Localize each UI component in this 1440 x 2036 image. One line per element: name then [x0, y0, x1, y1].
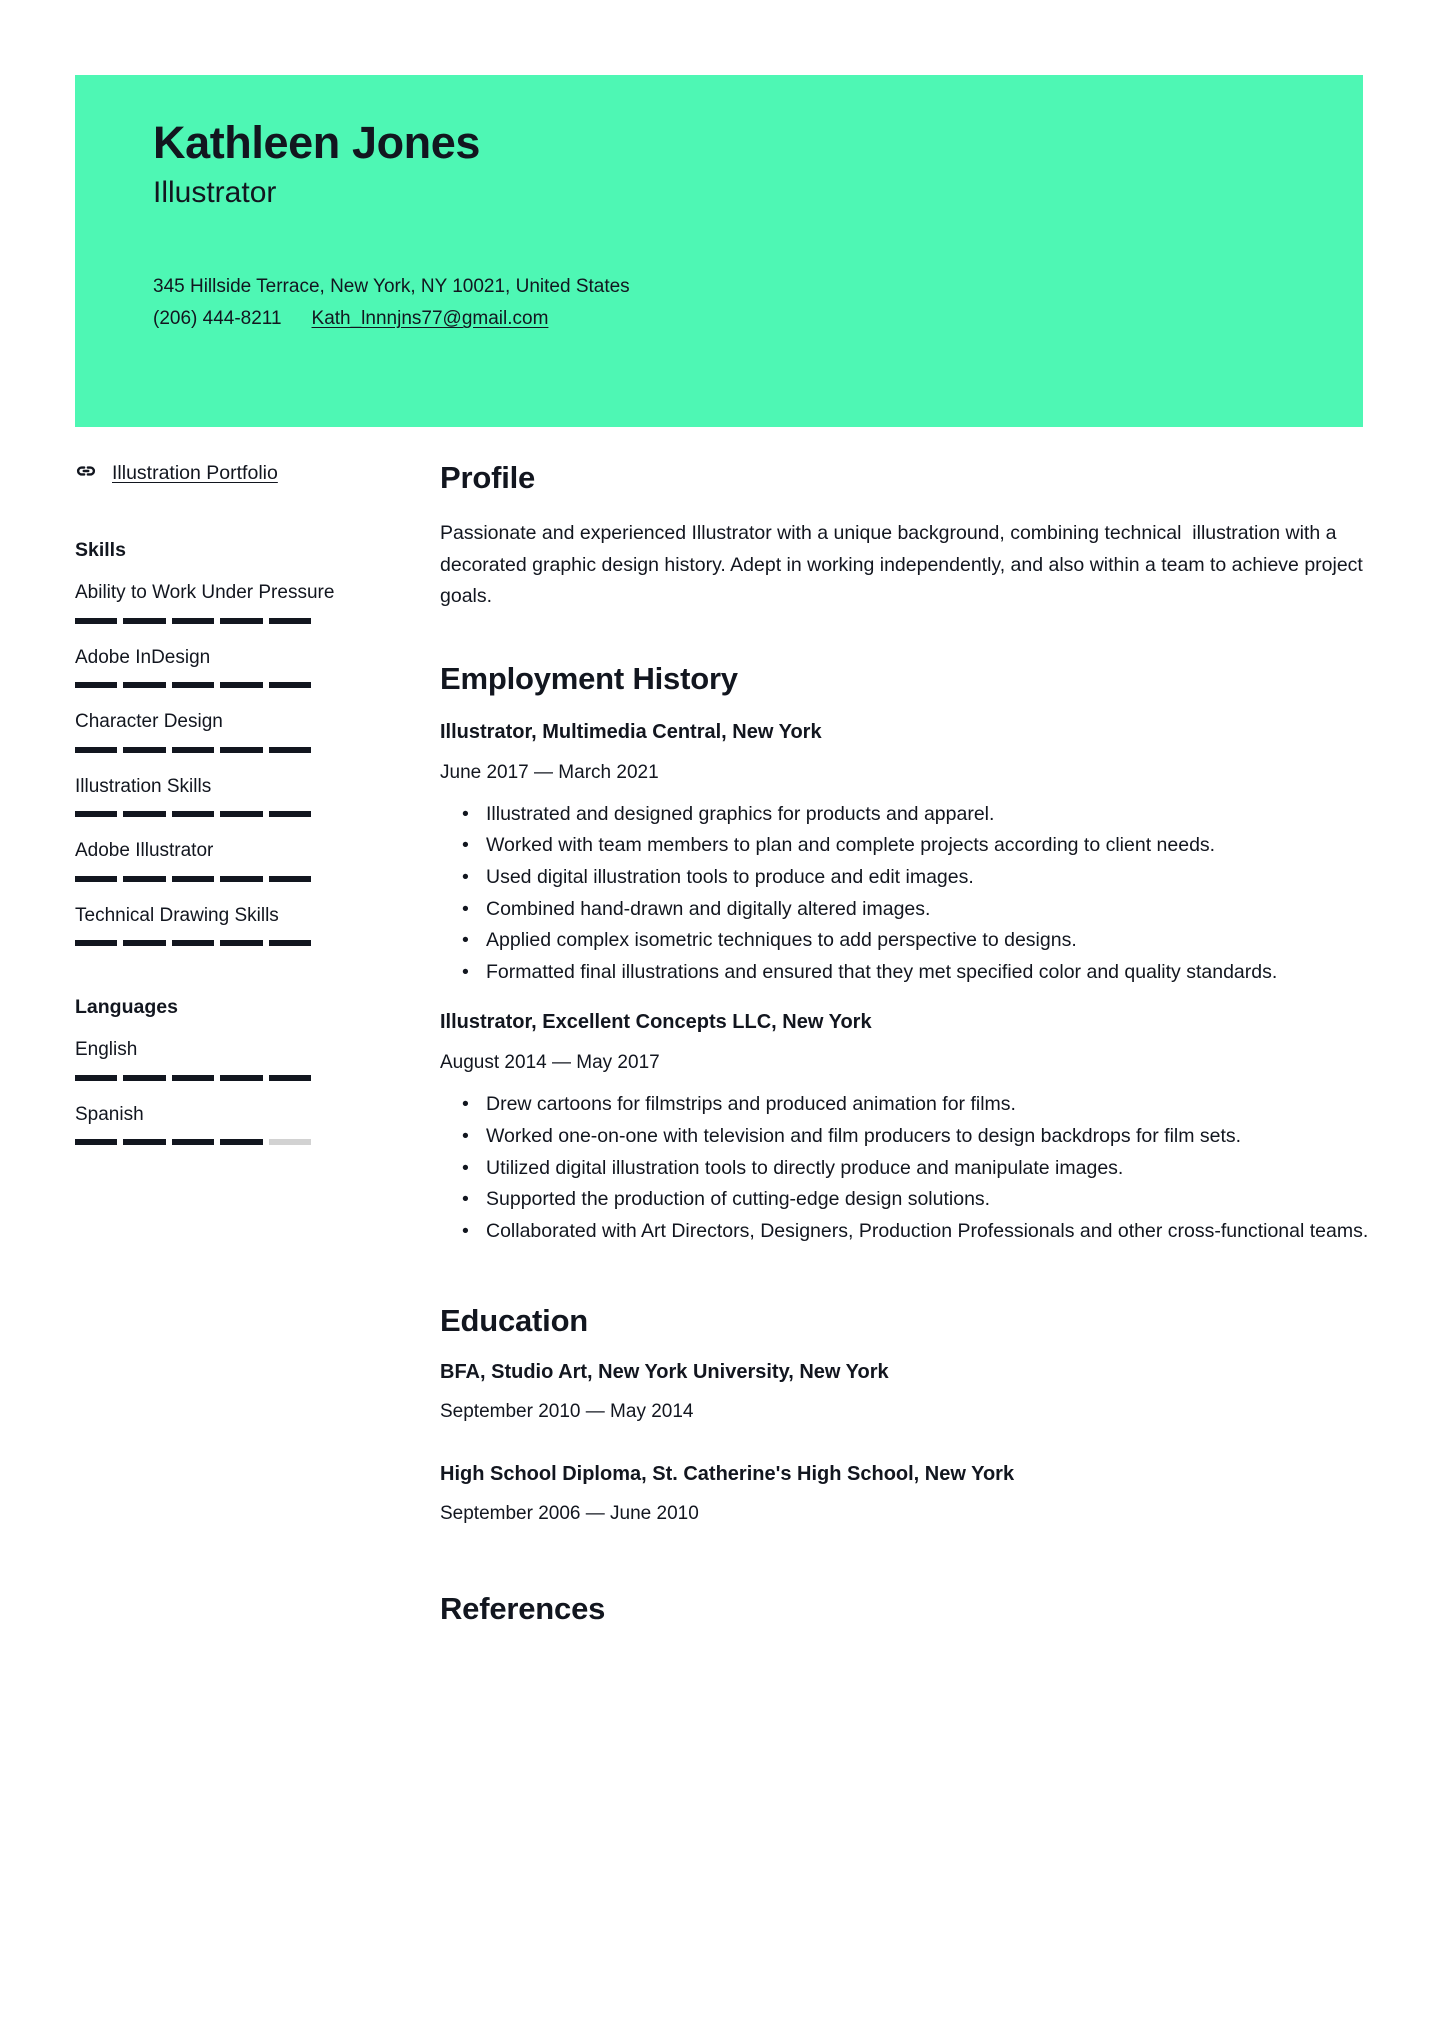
rating-bar: [75, 876, 311, 882]
rating-segment: [123, 682, 165, 688]
rating-bar: [75, 747, 311, 753]
rating-label: Adobe Illustrator: [75, 840, 214, 862]
job-bullet: • Utilized digital illustration tools to directly produce and manipulate images.: [486, 1154, 1375, 1184]
education-dates: September 2010 — May 2014: [440, 1400, 694, 1422]
rating-label: English: [75, 1039, 138, 1061]
rating-segment: [220, 876, 262, 882]
skills-list: [75, 579, 385, 946]
languages-section: [75, 996, 385, 1145]
rating-item: [75, 1036, 385, 1081]
rating-segment: [75, 876, 117, 882]
rating-label: Technical Drawing Skills: [75, 904, 279, 926]
languages-heading: Languages: [75, 996, 178, 1019]
rating-segment: [220, 1075, 262, 1081]
rating-item: [75, 579, 385, 624]
link-icon: [75, 460, 97, 487]
references-section: [440, 1591, 1375, 1627]
rating-segment: [123, 876, 165, 882]
rating-segment: [75, 940, 117, 946]
rating-label: Ability to Work Under Pressure: [75, 582, 335, 603]
sidebar: [0, 460, 440, 1627]
rating-segment: [123, 618, 165, 624]
rating-segment: [172, 747, 214, 753]
rating-item: [75, 902, 385, 947]
job-bullet: • Worked one-on-one with television and film producers to design backdrops for film sets.: [486, 1122, 1375, 1152]
job-heading: Illustrator, Multimedia Central, New York: [440, 720, 822, 743]
rating-bar: [75, 682, 311, 688]
rating-segment: [220, 747, 262, 753]
education-heading: BFA, Studio Art, New York University, New York: [440, 1360, 889, 1383]
rating-bar: [75, 811, 311, 817]
rating-segment: [123, 940, 165, 946]
employment-section: [440, 661, 1375, 1247]
rating-segment: [220, 682, 262, 688]
rating-item: [75, 1101, 385, 1146]
rating-label: Adobe InDesign: [75, 646, 211, 668]
rating-segment: [269, 618, 311, 624]
rating-segment: [269, 876, 311, 882]
rating-bar: [75, 1075, 311, 1081]
rating-segment: [123, 747, 165, 753]
portfolio-link[interactable]: [75, 460, 385, 487]
rating-segment: [75, 1139, 117, 1145]
job-heading: Illustrator, Excellent Concepts LLC, New York: [440, 1011, 872, 1034]
job-bullet: • Used digital illustration tools to produce and edit images.: [486, 863, 1375, 893]
rating-segment: [123, 811, 165, 817]
candidate-name: Kathleen Jones: [153, 117, 481, 168]
rating-segment: [75, 682, 117, 688]
main-column: [440, 460, 1440, 1627]
job-bullet: • Applied complex isometric techniques to add perspective to designs.: [486, 926, 1375, 956]
education-dates: September 2006 — June 2010: [440, 1502, 699, 1524]
rating-bar: [75, 618, 311, 624]
rating-item: [75, 773, 385, 818]
rating-label: Spanish: [75, 1103, 144, 1125]
rating-item: [75, 708, 385, 753]
rating-item: [75, 644, 385, 689]
rating-segment: [172, 811, 214, 817]
contact-line: [153, 303, 1363, 336]
job-bullet: • Drew cartoons for filmstrips and produced animation for films.: [486, 1090, 1375, 1120]
skills-heading: Skills: [75, 539, 126, 561]
rating-segment: [123, 1075, 165, 1081]
rating-segment: [123, 1139, 165, 1145]
job-bullet: • Formatted final illustrations and ensured that they met specified color and quality standards.: [486, 958, 1375, 988]
candidate-job-title: Illustrator: [153, 175, 277, 209]
rating-segment: [269, 747, 311, 753]
rating-item: [75, 837, 385, 882]
rating-segment: [172, 940, 214, 946]
rating-segment: [269, 1075, 311, 1081]
job-dates: August 2014 — May 2017: [440, 1052, 660, 1074]
rating-segment: [172, 876, 214, 882]
skills-section: [75, 539, 385, 946]
portfolio-link-label: Illustration Portfolio: [112, 462, 278, 484]
job-entry: [440, 721, 1375, 988]
profile-text: Passionate and experienced Illustrator with a unique background, combining technical illustration with a decorated graphic design history. Adept in working independently, and also within a team to achieve project goals.: [440, 522, 1369, 608]
rating-segment: [172, 1139, 214, 1145]
job-bullet-list: [440, 800, 1375, 988]
contact-info: [153, 271, 1363, 336]
job-bullet-list: [440, 1090, 1375, 1246]
references-title: References: [440, 1590, 606, 1626]
jobs-list: [440, 721, 1375, 1247]
rating-segment: [75, 618, 117, 624]
employment-title: Employment History: [440, 660, 738, 696]
rating-segment: [269, 940, 311, 946]
job-bullet: • Combined hand-drawn and digitally altered images.: [486, 895, 1375, 925]
education-heading: High School Diploma, St. Catherine's High School, New York: [440, 1462, 1015, 1485]
job-bullet: • Collaborated with Art Directors, Designers, Production Professionals and other cross-functional teams.: [486, 1217, 1375, 1247]
education-section: [440, 1303, 1375, 1525]
rating-bar: [75, 1139, 311, 1145]
contact-email[interactable]: Kath_lnnnjns77@gmail.com: [311, 308, 549, 330]
rating-segment: [75, 1075, 117, 1081]
rating-segment: [269, 682, 311, 688]
profile-section: [440, 460, 1375, 613]
contact-address: 345 Hillside Terrace, New York, NY 10021, United States: [153, 275, 630, 297]
job-dates: June 2017 — March 2021: [440, 761, 659, 783]
rating-label: Character Design: [75, 711, 223, 733]
profile-title: Profile: [440, 460, 536, 495]
rating-bar: [75, 940, 311, 946]
rating-segment: [75, 747, 117, 753]
rating-segment: [220, 940, 262, 946]
rating-segment: [220, 811, 262, 817]
rating-segment: [269, 811, 311, 817]
job-bullet: • Supported the production of cutting-edge design solutions.: [486, 1185, 1375, 1215]
contact-phone: (206) 444-8211: [153, 308, 282, 330]
resume-header: [75, 75, 1363, 427]
rating-segment: [220, 1139, 262, 1145]
rating-segment: [269, 1139, 311, 1145]
job-bullet: • Worked with team members to plan and complete projects according to client needs.: [486, 831, 1375, 861]
job-entry: [440, 1011, 1375, 1246]
education-entry: [440, 1463, 1375, 1525]
education-list: [440, 1361, 1375, 1525]
education-entry: [440, 1361, 1375, 1423]
rating-segment: [172, 618, 214, 624]
education-title: Education: [440, 1302, 589, 1338]
rating-segment: [220, 618, 262, 624]
job-bullet: • Illustrated and designed graphics for products and apparel.: [486, 800, 1375, 830]
rating-segment: [75, 811, 117, 817]
rating-segment: [172, 1075, 214, 1081]
rating-label: Illustration Skills: [75, 775, 212, 797]
resume-body: [0, 460, 1440, 1627]
languages-list: [75, 1036, 385, 1145]
rating-segment: [172, 682, 214, 688]
